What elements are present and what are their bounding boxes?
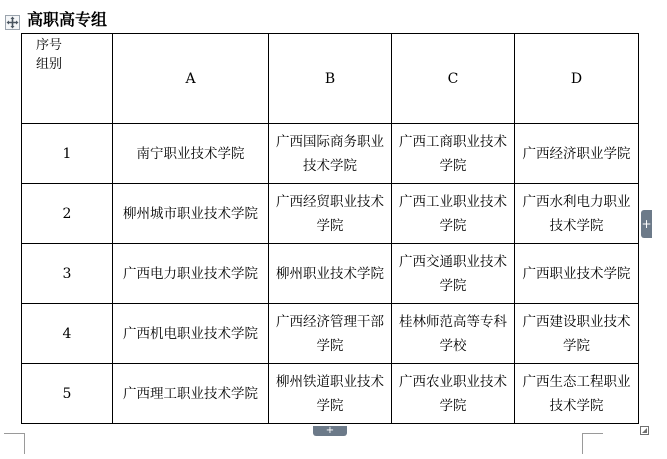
cell-group-a: 柳州城市职业技术学院 [113,184,269,244]
cell-group-c: 桂林师范高等专科学校 [392,304,515,364]
cell-group-c: 广西农业职业技术学院 [392,364,515,424]
table-row [22,364,639,424]
table-move-handle-icon[interactable] [5,15,20,30]
cell-group-b: 广西经贸职业技术学院 [269,184,392,244]
row-number: 3 [22,244,113,304]
cell-group-d: 广西职业技术学院 [515,244,639,304]
table-row [22,304,639,364]
cell-group-a: 广西机电职业技术学院 [113,304,269,364]
table-row [22,244,639,304]
page-corner-mark-left [4,433,25,454]
row-number: 5 [22,364,113,424]
row-number: 1 [22,124,113,184]
plus-icon: + [325,425,335,436]
cell-group-d: 广西生态工程职业技术学院 [515,364,639,424]
cell-group-a: 广西电力职业技术学院 [113,244,269,304]
cell-group-b: 广西国际商务职业技术学院 [269,124,392,184]
schools-table [21,33,639,424]
add-row-button[interactable] [313,426,347,436]
page-title: 高职高专组 [27,10,108,29]
column-header-b: B [269,34,392,124]
cell-group-d: 广西水利电力职业技术学院 [515,184,639,244]
table-header-row [22,34,639,124]
cell-group-c: 广西工业职业技术学院 [392,184,515,244]
plus-icon: + [641,217,652,231]
cell-group-d: 广西经济职业学院 [515,124,639,184]
table-resize-handle-icon[interactable] [640,426,649,435]
cell-group-b: 柳州铁道职业技术学院 [269,364,392,424]
row-number: 4 [22,304,113,364]
cell-group-b: 广西经济管理干部学院 [269,304,392,364]
add-column-button[interactable] [641,210,652,238]
cell-group-a: 广西理工职业技术学院 [113,364,269,424]
cell-group-a: 南宁职业技术学院 [113,124,269,184]
table-row [22,184,639,244]
header-label-group: 组别 [36,57,63,72]
column-header-d: D [515,34,639,124]
row-number: 2 [22,184,113,244]
header-diagonal-cell [22,34,113,124]
page-corner-mark-right [582,433,603,454]
cell-group-b: 柳州职业技术学院 [269,244,392,304]
column-header-c: C [392,34,515,124]
column-header-a: A [113,34,269,124]
table-row [22,124,639,184]
cell-group-c: 广西工商职业技术学院 [392,124,515,184]
header-label-number: 序号 [36,38,63,53]
cell-group-c: 广西交通职业技术学院 [392,244,515,304]
cell-group-d: 广西建设职业技术学院 [515,304,639,364]
